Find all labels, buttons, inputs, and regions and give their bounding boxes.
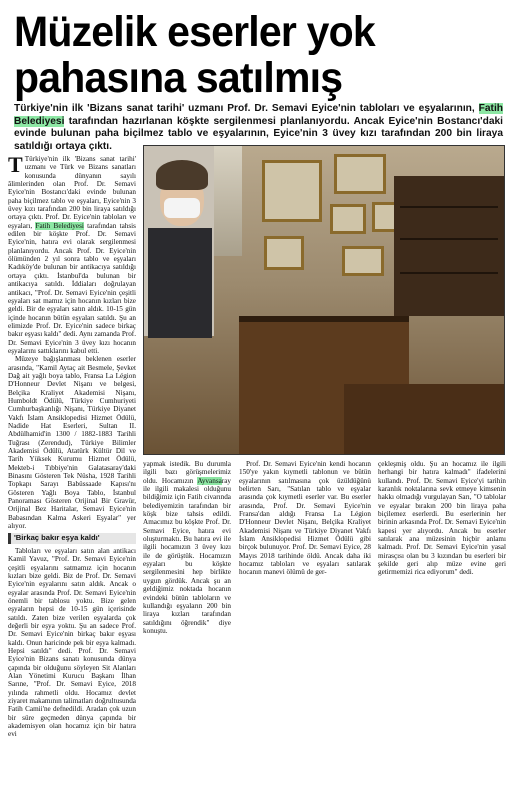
col3-paragraph-1: Prof. Dr. Semavi Eyice'nin kendi hocanın 150'ye yakın kıymetli tablonun ve bütün eşyalarının satılmasına çok üzüldüğünü belirten Sarı, "Satılan tablo ve eşyalar arasında çok kıymetli eserler var. Bu eserler arasında, Prof. Dr. Semavi Eyice'nin Fransa'dan aldığı Fransa La Légion D'Honneur Devlet Nişanı, Belçika Kraliyet Akademisi Nişanı ve Türkiye Diyanet Vakfı İslam Ansiklopedisi Hizmet Ödülü gibi birçok bulunuyor. Prof. Dr. Semavi Eyice, 28 Mayıs 2018 tarihinde öldü. Ancak daha iki hocamız tabloları ve eşyaları satılarak hocanın manevi ölümü de ger- [239, 460, 371, 577]
lede-highlight: Fatih Belediyesi [14, 103, 503, 127]
article-photo [143, 145, 505, 455]
article-column-3 [239, 460, 371, 660]
article-column-1 [8, 155, 136, 797]
col1-highlight: Fatih Belediyesi [35, 221, 84, 230]
article-column-4 [378, 460, 506, 660]
headline [14, 8, 503, 100]
col1-paragraph-3: Tabloları ve eşyaları satın alan antikacı Kamil Yavuz, "Prof. Dr. Semavi Eyice'nin çeşitli eşyalarını satmamız için hocanın kızları bize geldi. Biz de Prof. Dr. Semavi Eyice'nin eşyalarını satın aldık. Ancak o eşyalar arasında Prof. Dr. Semavi Eyice'nin önemli bir tablosu yoktu. Bize gelen eşyaların hepsi de 10-15 gün içerisinde satıldı. Zaten bize verilen eşyalarda çok değerli bir eşya yoktu. Şu an sadece Prof. Dr. Semavi Eyice'nin birkaç bakır eşyası kaldı. Onun haricinde pek bir eşya kalmadı. Hepsi satıldı" dedi. Prof. Dr. Semavi Eyice'nin Bizans sanatı konusunda dünya çapında bir olduğunu söyleyen Sit Alanları Alan Yönetimi Kurucu Başkanı İlhan Sarıne, "Prof. Dr. Semavi Eyice, 2018 yılında rahmetli oldu. Hocamız devlet ziyaret makamının talimatları doğrultusunda Fatih Camii'ne defnedildi. Aradan çok uzun bir süre geçmeden dünya çapında bir akademisyen olan hocamız için bir hatıra evi [8, 546, 136, 739]
col1-paragraph-1-cont: tarafından tahsis edilen bir köşkte Prof. Dr. Semavi Eyice'nin, hatıra evi olarak sergilenmesi planlanıyordu. Ancak Prof. Dr. Eyice'nin ölümünden 2 yıl sonra tablo ve eşyaları Kadıköy'de bulunan bir antikacıya satıldığı ortaya çıktı. İstanbul'da bulunan bir antikacıya satıldı. İddiaları doğrulayan antikacı, "Prof. Dr. Semavi Eyice'nin çeşitli eşyaları sat mamız için hocanın kızları bize geldi. Bir de eşyaları satın aldık. 10-15 gün içinde hocanın bütün eşyaları satıldı. Şu an elimizde Prof. Dr. Eyice'nin sadece birkaç bakır eşyası kaldı" dedi. Aynı zamanda Prof. Dr. Semavi Eyice'nin 3 üvey kızı hocanın eşyalarını sattıklarını kabul etti. [8, 221, 136, 355]
col2-text-a: yapmak istedik. Bu durumla ilgili bazı görüşmelerimiz oldu. Hocamızın [143, 460, 231, 485]
col2-highlight: Ayvansa [197, 476, 222, 485]
col4-paragraph-1: çekleşmiş oldu. Şu an hocamız ile ilgili herhangi bir hatıra kalmadı" ifadelerini kullandı. Prof. Dr. Semavi Eyice'yi tarihin karanlık noktalarına sevk etmeye kimsenin hakkı olmadığı vurgulayan Sarı, "O tablolar ve eşyalar bırakın 200 bin liraya paha biçilemez eserlerdi. Bu eserlerinin her birinin arkasında Prof. Dr. Semavi Eyice'nin kapesi yer alıyordu. Ancak bu eserler satılarak ana müzesinin hiçbir anlamı kalmadı. Prof. Dr. Semavi Eyice'nin yasal mirasçısı olan bu 3 kızından bu eserleri bir şekilde geri alıp müze evine geri getirmemizi rica ediyorum" dedi. [378, 460, 506, 577]
col1-paragraph-2: Müzeye bağışlanması beklenen eserler arasında, "Kamil Aytaç ait Besmele, Şevket Dağ ait yağlı boya tablo, Fransa La Légion D'Honneur Devlet Nişanı ve belgesi, Belçika Kraliyet Akademisi Nişanı, Humboldt Ödülü, Türkiye Cumhuriyeti Cumhurbaşkanlığı Nişanı, Türkiye Diyanet Vakfı İslam Ansiklopedisi Hizmet Ödülü, Nadide Hat Eserleri, Sultan II. Abdülhamid'in 1300 / 1882-1883 Tarihli Tuğrası (Zerendud), Türkiye Bilimler Akademisi Ödülü, Atatürk Kültür Dil ve Tarih Yüksek Kurumu Hizmet Ödülü, Mekteb-i Tıbbiye'nin Galatasaray'daki Binasını Gösteren Tek Nüsha, 1928 Tarihli Topkapı Sarayı Babüssaade Kapısı'nı Gösteren Yağlı Boya Tablo, İstanbul Panoraması Gösteren Orijinal Bir Gravür, Orijinal Bez Haritalar, Semavi Eyice'nin Babasından Kalma Askeri Eşyalar" yer alıyor. [8, 355, 136, 531]
col1-paragraph-1: Türkiye'nin ilk 'Bizans sanat tarihi' uzmanı ve Türk ve Bizans sanatları konusunda dünyanın sayılı âlimlerinden olan Prof. Dr. Semavi Eyice'nin Bostancı'daki evinde bulunan paha biçilmez tablo ve eşyaları, Eyice'nin 3 üvey kızı tarafından 200 bin liraya satıldığı ortaya çıktı. Prof. Dr. Eyice'nin tabloları ve eşyaları, [8, 155, 136, 230]
article-column-2 [143, 460, 231, 660]
headline-line-1: Müzelik eserler yok [14, 6, 375, 56]
headline-line-2: pahasına satılmış [14, 53, 343, 102]
col2-text-b: ray ile ilgili makalesi olduğunu bildiğimiz için Fatih civarında belediyemizin tarafından bir köşk bize tahsis edildi. Amacımız bu köşkte Prof. Dr. Semavi Eyice, hatıra evi oluşturmaktı. Bu hatıra evi ile ilgili hocamızın 3 üvey kızı ile de görüştük. Hocamızın eşyaları bu köşkte sergilenmesini hep birlikte uygun gördük. Ancak şu an geldiğimiz noktada hocanın evindeki bütün tabloların ve kullandığı eşyaların 200 bin liraya kızları tarafından satıldığını öğrendik" diye konuştu. [143, 476, 231, 635]
lede-text-after: tarafından hazırlanan köşkte sergilenmesi planlanıyordu. Ancak Eyice'nin Bostancı'daki evinde bulunan paha biçilmez tablo ve eşyalarının, Eyice'nin 3 üvey kızı tarafından 200 bin liraya satıldığı ortaya çıktı. [14, 115, 503, 152]
lede-text-before: Türkiye'nin ilk 'Bizans sanat tarihi' uzmanı Prof. Dr. Semavi Eyice'nin tabloları ve eşyalarının, [14, 103, 479, 114]
subheading: 'Birkaç bakır eşya kaldı' [8, 533, 136, 543]
drop-cap: T [8, 155, 23, 177]
